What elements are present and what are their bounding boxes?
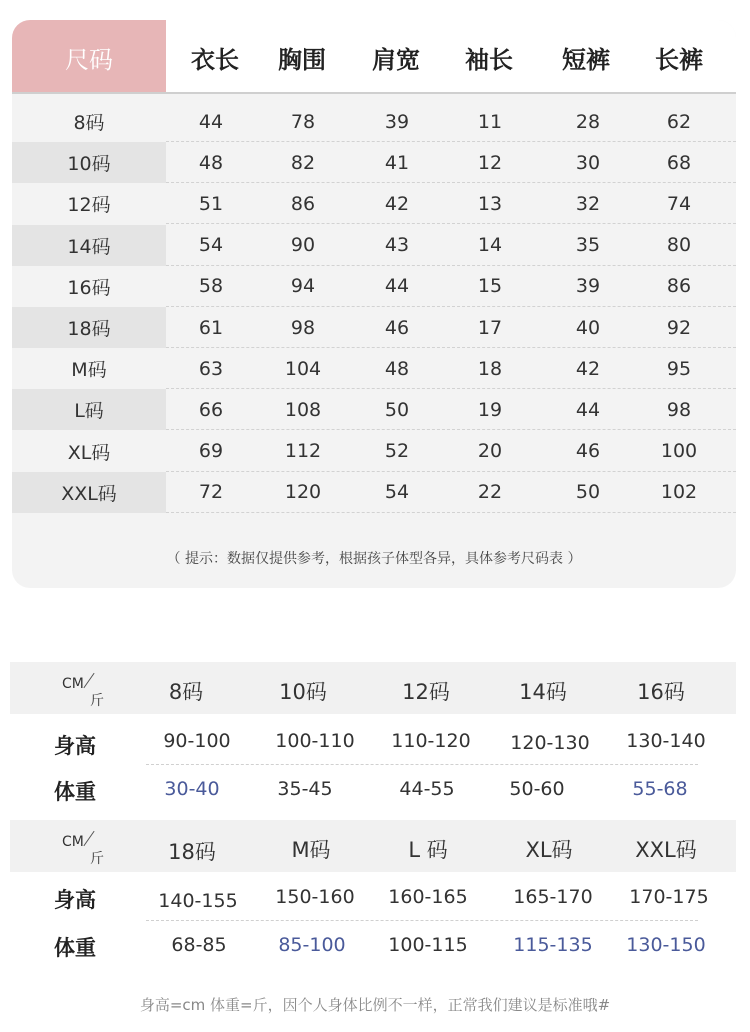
size-row-value: 48 — [198, 151, 224, 174]
t1-height-3: 120-130 — [510, 732, 590, 754]
t1-size-0: 8码 — [168, 680, 204, 704]
size-row-value: 15 — [477, 275, 503, 298]
size-row — [12, 472, 736, 513]
size-row-value: 44 — [198, 110, 224, 133]
row-divider — [166, 512, 736, 513]
t2-height-2: 160-165 — [388, 886, 468, 908]
size-row-value: 11 — [477, 110, 503, 133]
size-row-value: 12 — [477, 151, 503, 174]
size-row-value: 32 — [575, 192, 601, 215]
size-row — [12, 266, 736, 307]
size-row — [12, 183, 736, 224]
size-row — [12, 389, 736, 430]
size-row-value: 39 — [575, 275, 601, 298]
t2-weight-3: 115-135 — [513, 934, 593, 956]
header-sleeve: 袖长 — [465, 45, 513, 74]
size-row-value: 44 — [384, 275, 410, 298]
t1-height-2: 110-120 — [391, 730, 471, 752]
size-row — [12, 348, 736, 389]
size-row — [12, 307, 736, 348]
t1-height-0: 90-100 — [163, 730, 231, 752]
header-trousers: 长裤 — [655, 45, 703, 74]
size-row-value: 39 — [384, 110, 410, 133]
unit-slash-icon — [83, 831, 94, 846]
t2-height-4: 170-175 — [629, 886, 709, 908]
size-row-label: 10码 — [12, 142, 166, 183]
t2-height-1: 150-160 — [275, 886, 355, 908]
size-chart-note: （ 提示：数据仅提供参考，根据孩子体型各异，具体参考尺码表 ） — [166, 551, 582, 567]
size-row-value: 90 — [290, 234, 316, 257]
size-row-value: 108 — [284, 398, 322, 421]
unit-cm: CM — [62, 834, 84, 850]
t2-weight-2: 100-115 — [388, 934, 468, 956]
size-row-label: L码 — [12, 389, 166, 430]
t2-size-0: 18码 — [168, 840, 216, 864]
size-row-value: 86 — [666, 275, 692, 298]
size-row-label: 12码 — [67, 194, 111, 217]
size-row-value: 86 — [290, 192, 316, 215]
size-row-value: 54 — [198, 234, 224, 257]
size-row-value: 20 — [477, 440, 503, 463]
size-row-value: 40 — [575, 316, 601, 339]
size-chart-card — [12, 20, 736, 588]
size-row-label: M码 — [71, 359, 107, 382]
size-row-value: 120 — [284, 481, 322, 504]
t1-weight-label: 体重 — [54, 780, 96, 804]
size-row-value: 66 — [198, 398, 224, 421]
size-row-value: 30 — [575, 151, 601, 174]
t2-weight-0: 68-85 — [171, 934, 227, 956]
size-row-value: 82 — [290, 151, 316, 174]
header-size: 尺码 — [12, 20, 166, 94]
t1-size-3: 14码 — [519, 680, 567, 704]
t1-weight-0: 30-40 — [164, 778, 220, 800]
size-chart-header — [12, 20, 736, 94]
t2-size-3: XL码 — [525, 838, 573, 862]
size-row-value: 104 — [284, 357, 322, 380]
size-row-label: XL码 — [67, 441, 111, 464]
unit-label — [50, 820, 110, 872]
t1-weight-4: 55-68 — [632, 778, 688, 800]
t1-weight-3: 50-60 — [509, 778, 565, 800]
size-row-value: 62 — [666, 110, 692, 133]
size-row-label: 16码 — [67, 276, 111, 299]
size-row-value: 22 — [477, 481, 503, 504]
size-row-value: 98 — [290, 316, 316, 339]
t1-size-4: 16码 — [637, 680, 685, 704]
size-row — [12, 101, 736, 142]
size-row — [12, 431, 736, 472]
size-row-value: 46 — [384, 316, 410, 339]
size-row-value: 92 — [666, 316, 692, 339]
header-shorts: 短裤 — [562, 45, 610, 74]
size-row-label: 18码 — [12, 307, 166, 348]
t1-height-label: 身高 — [54, 734, 96, 758]
header-divider — [12, 92, 736, 94]
unit-slash-icon — [83, 673, 94, 688]
unit-jin: 斤 — [90, 693, 104, 709]
size-row-label: 8码 — [73, 112, 105, 134]
size-row-value: 42 — [384, 192, 410, 215]
hw-table2-header — [10, 820, 736, 872]
t2-height-label: 身高 — [54, 888, 96, 912]
t2-weight-1: 85-100 — [278, 934, 346, 956]
unit-jin: 斤 — [90, 851, 104, 867]
size-row-value: 42 — [575, 357, 601, 380]
t1-weight-2: 44-55 — [399, 778, 455, 800]
size-row-value: 52 — [384, 440, 410, 463]
size-row — [12, 142, 736, 183]
unit-label — [50, 662, 110, 714]
size-row — [12, 225, 736, 266]
size-row-value: 68 — [666, 151, 692, 174]
size-row-value: 18 — [477, 357, 503, 380]
t2-weight-label: 体重 — [54, 936, 96, 960]
size-row-value: 35 — [575, 234, 601, 257]
header-length: 衣长 — [191, 45, 239, 74]
t1-size-1: 10码 — [279, 680, 327, 704]
t2-size-4: XXL码 — [635, 838, 697, 862]
t2-height-0: 140-155 — [158, 890, 238, 912]
header-chest: 胸围 — [278, 45, 326, 74]
size-row-value: 78 — [290, 110, 316, 133]
footer-note: 身高=cm 体重=斤，因个人身体比例不一样，正常我们建议是标准哦# — [139, 996, 611, 1014]
size-row-value: 100 — [660, 440, 698, 463]
unit-cm: CM — [62, 676, 84, 692]
t1-height-1: 100-110 — [275, 730, 355, 752]
t2-size-2: L 码 — [408, 838, 448, 862]
size-row-value: 50 — [575, 481, 601, 504]
size-row-value: 19 — [477, 398, 503, 421]
size-row-value: 41 — [384, 151, 410, 174]
size-row-value: 80 — [666, 234, 692, 257]
size-row-value: 94 — [290, 275, 316, 298]
size-row-value: 46 — [575, 440, 601, 463]
size-row-value: 63 — [198, 357, 224, 380]
size-row-value: 74 — [666, 192, 692, 215]
size-row-value: 28 — [575, 110, 601, 133]
t2-height-3: 165-170 — [513, 886, 593, 908]
size-row-label: 14码 — [12, 225, 166, 266]
size-row-value: 112 — [284, 440, 322, 463]
t1-size-2: 12码 — [402, 680, 450, 704]
t2-size-1: M码 — [291, 838, 331, 862]
t2-divider — [146, 920, 698, 921]
size-row-value: 13 — [477, 192, 503, 215]
t2-weight-4: 130-150 — [626, 934, 706, 956]
size-row-value: 61 — [198, 316, 224, 339]
size-row-value: 54 — [384, 481, 410, 504]
size-row-value: 58 — [198, 275, 224, 298]
size-row-label: XXL码 — [12, 472, 166, 513]
t1-divider — [146, 764, 698, 765]
size-row-value: 17 — [477, 316, 503, 339]
size-row-value: 51 — [198, 192, 224, 215]
size-row-value: 98 — [666, 398, 692, 421]
size-row-value: 43 — [384, 234, 410, 257]
hw-table1-header — [10, 662, 736, 714]
header-shoulder: 肩宽 — [372, 45, 420, 74]
t1-weight-1: 35-45 — [277, 778, 333, 800]
size-row-value: 72 — [198, 481, 224, 504]
size-row-value: 50 — [384, 398, 410, 421]
size-row-value: 102 — [660, 481, 698, 504]
size-row-value: 44 — [575, 398, 601, 421]
size-row-value: 14 — [477, 234, 503, 257]
t1-height-4: 130-140 — [626, 730, 706, 752]
size-row-value: 48 — [384, 357, 410, 380]
size-row-value: 95 — [666, 357, 692, 380]
size-row-value: 69 — [198, 440, 224, 463]
